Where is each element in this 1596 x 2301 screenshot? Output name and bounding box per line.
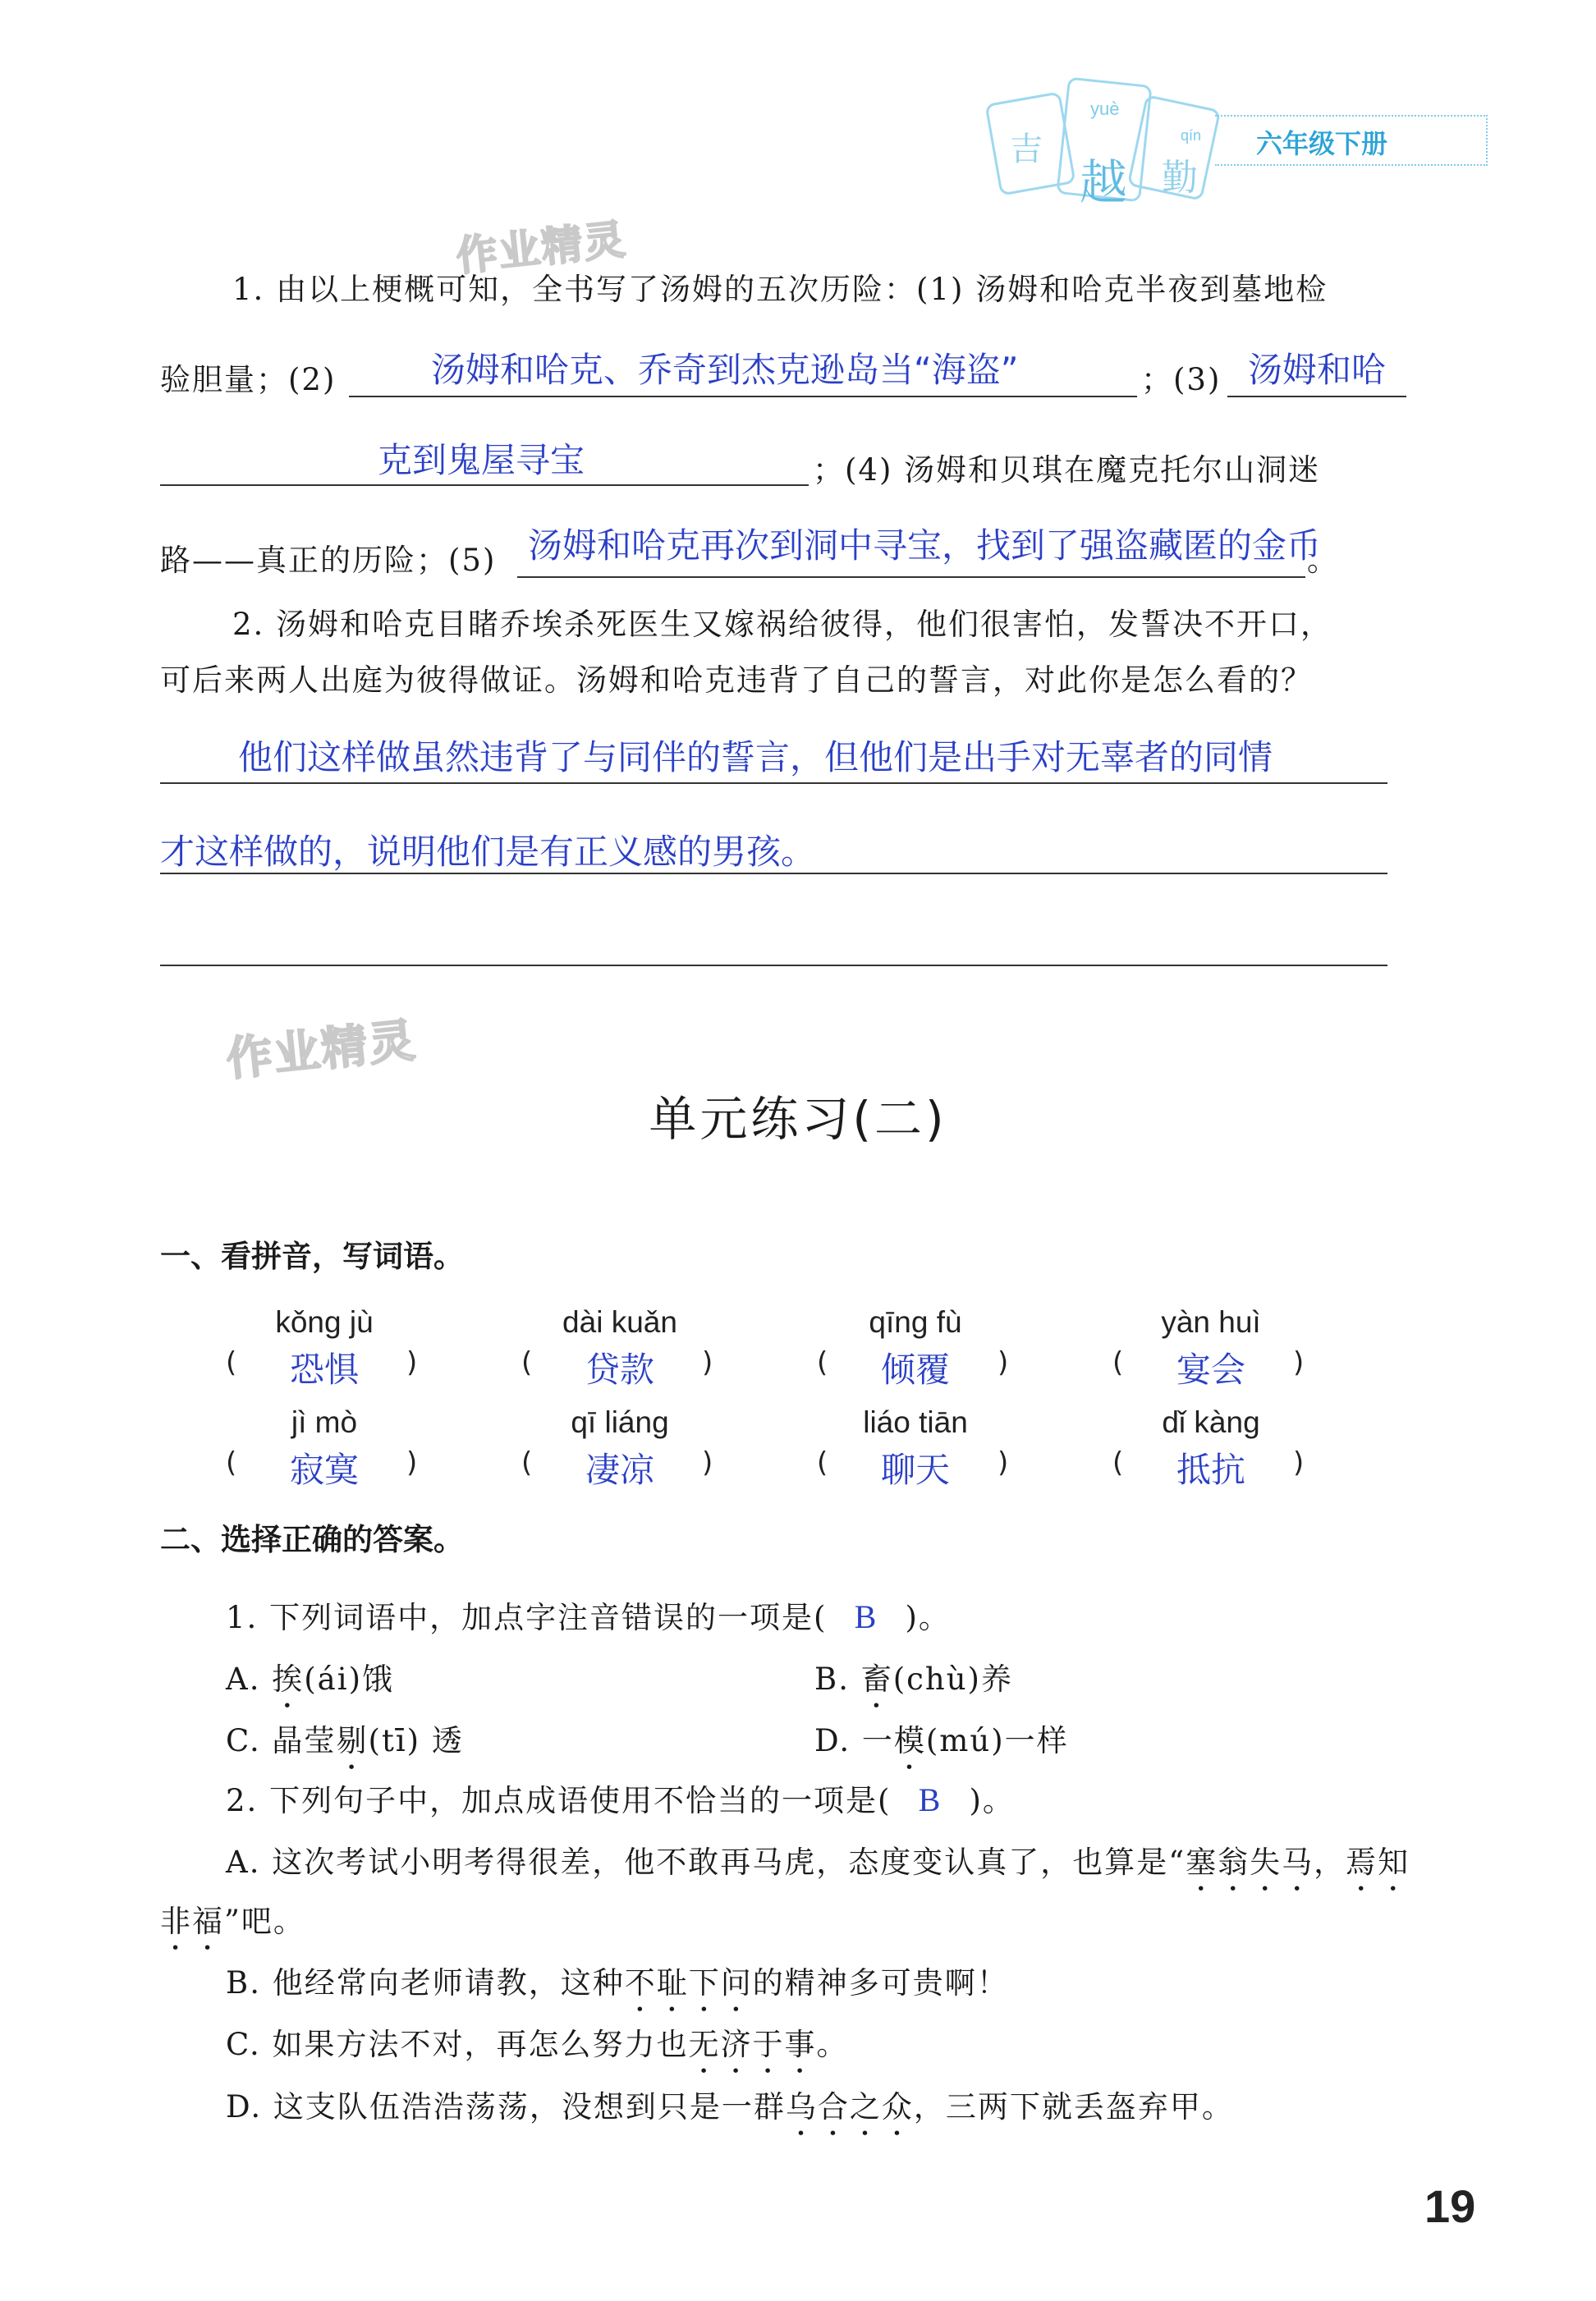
option-text: (chù)养 xyxy=(892,1662,1013,1697)
q2-answer1: 他们这样做虽然违背了与同伴的誓言，但他们是出手对无辜者的同情 xyxy=(238,737,1273,777)
stem-text: 2. 下列句子中，加点成语使用不恰当的一项是( xyxy=(226,1783,892,1818)
dotted-idiom: 非福 xyxy=(160,1904,224,1939)
grade-badge xyxy=(1215,115,1488,166)
paren-open: ( xyxy=(226,1346,237,1379)
answer-line xyxy=(1227,396,1406,397)
paren-open: ( xyxy=(1112,1346,1124,1379)
option-text: ”吧。 xyxy=(224,1904,305,1939)
logo-letter-1: 吉 xyxy=(1010,131,1043,167)
dotted-char: 挨 xyxy=(272,1662,305,1697)
dotted-idiom: 不耻下问 xyxy=(624,1965,753,2001)
paren-close: ) xyxy=(702,1446,713,1479)
section1-title: 一、看拼音，写词语。 xyxy=(160,1239,464,1274)
answer-line xyxy=(160,873,1387,874)
paren-open: ( xyxy=(521,1346,533,1379)
choice-q2-stem xyxy=(226,1776,1015,1820)
paren-close: ) xyxy=(702,1346,713,1379)
q2-line1: 2. 汤姆和哈克目睹乔埃杀死医生又嫁祸给彼得，他们很害怕，发誓决不开口， xyxy=(232,607,1333,642)
pinyin: dài kuǎn xyxy=(562,1305,677,1339)
pinyin: kǒng jù xyxy=(275,1305,374,1339)
q1-prefix5: 路——真正的历险；(5) xyxy=(160,543,497,578)
pinyin: yàn huì xyxy=(1161,1305,1261,1339)
paren-close: ) xyxy=(406,1346,418,1379)
option-B xyxy=(814,1654,1013,1715)
option-text: D. 一 xyxy=(814,1723,894,1758)
logo-pinyin-2: qín xyxy=(1181,127,1202,144)
option-A-cont xyxy=(160,1896,305,1957)
q1-mid3: ；(3) xyxy=(1141,362,1222,397)
pinyin: jì mò xyxy=(291,1405,358,1439)
watermark: 作业精灵 xyxy=(453,215,629,281)
grade-badge-label: 六年级下册 xyxy=(1256,128,1388,159)
word-answer: 寂寞 xyxy=(289,1450,359,1490)
q1-suffix4: ；(4) 汤姆和贝琪在魔克托尔山洞迷 xyxy=(813,452,1321,488)
dotted-char: 剔 xyxy=(336,1723,369,1758)
dotted-char: 畜 xyxy=(860,1662,893,1697)
answer-line xyxy=(160,965,1387,966)
word-answer: 聊天 xyxy=(880,1450,950,1490)
answer-2: 汤姆和哈克、乔奇到杰克逊岛当“海盗” xyxy=(431,350,1019,390)
option-text: C. 如果方法不对，再怎么努力也 xyxy=(226,2027,689,2062)
pinyin: qīng fù xyxy=(869,1305,962,1339)
pinyin: dǐ kàng xyxy=(1162,1405,1260,1439)
paren-close: ) xyxy=(998,1446,1009,1479)
word-answer: 倾覆 xyxy=(880,1350,950,1390)
pinyin: liáo tiān xyxy=(863,1405,968,1439)
option-text: (mú)一样 xyxy=(925,1723,1069,1758)
q1-line1: 1. 由以上梗概可知，全书写了汤姆的五次历险：(1) 汤姆和哈克半夜到墓地检 xyxy=(232,272,1328,307)
answer-line xyxy=(160,484,809,486)
option-text: A. xyxy=(226,1662,273,1697)
paren-open: ( xyxy=(817,1346,828,1379)
paren-close: ) xyxy=(1293,1446,1305,1479)
pinyin: qī liáng xyxy=(571,1405,669,1439)
answer-line xyxy=(517,576,1305,578)
word-answer: 宴会 xyxy=(1176,1350,1245,1390)
paren-open: ( xyxy=(226,1446,237,1479)
answer-letter: B xyxy=(854,1598,878,1635)
logo-letter-2: 越 xyxy=(1080,156,1128,209)
answer-5: 汤姆和哈克再次到洞中寻宝，找到了强盗藏匿的金币 xyxy=(528,525,1322,566)
paren-open: ( xyxy=(521,1446,533,1479)
option-text: 的精神多可贵啊！ xyxy=(752,1965,1009,2001)
logo-pinyin-1: yuè xyxy=(1090,99,1120,119)
option-text: B. xyxy=(814,1662,861,1697)
option-D xyxy=(814,1716,1069,1776)
answer-line xyxy=(349,396,1137,397)
choice-q1-stem xyxy=(226,1593,951,1637)
option-text: (ái)饿 xyxy=(304,1662,395,1697)
word-answer: 恐惧 xyxy=(289,1350,359,1390)
page-number: 19 xyxy=(1424,2180,1476,2232)
option-A xyxy=(226,1837,1410,1898)
option-text: B. 他经常向老师请教，这种 xyxy=(226,1965,625,2001)
q1-end5: 。 xyxy=(1307,543,1339,578)
paren-open: ( xyxy=(1112,1446,1124,1479)
word-answer: 抵抗 xyxy=(1176,1450,1245,1490)
stem-text: )。 xyxy=(969,1783,1015,1818)
option-text: 。 xyxy=(816,2027,849,2062)
answer-3b: 克到鬼屋寻宝 xyxy=(378,440,585,480)
answer-letter: B xyxy=(918,1781,942,1818)
option-text: (tī) 透 xyxy=(368,1723,464,1758)
watermark: 作业精灵 xyxy=(223,1014,420,1087)
unit-title: 单元练习(二) xyxy=(649,1091,947,1147)
q2-answer2: 才这样做的，说明他们是有正义感的男孩。 xyxy=(160,832,816,872)
word-answer: 凄凉 xyxy=(585,1450,654,1490)
option-C xyxy=(226,1716,464,1776)
answer-3a: 汤姆和哈 xyxy=(1248,350,1387,390)
answer-line xyxy=(160,782,1387,784)
dotted-idiom: 乌合之众 xyxy=(785,2089,914,2125)
stem-text: )。 xyxy=(905,1600,951,1635)
paren-close: ) xyxy=(406,1446,418,1479)
option-text: D. 这支队伍浩浩荡荡，没想到只是一群 xyxy=(226,2089,786,2125)
dotted-idiom: 无济于事 xyxy=(688,2027,817,2062)
q2-line2: 可后来两人出庭为彼得做证。汤姆和哈克违背了自己的誓言，对此你是怎么看的？ xyxy=(160,662,1313,698)
dotted-char: 模 xyxy=(893,1723,926,1758)
section2-title: 二、选择正确的答案。 xyxy=(160,1522,464,1557)
option-text: C. 晶莹 xyxy=(226,1723,337,1758)
stem-text: 1. 下列词语中，加点字注音错误的一项是( xyxy=(226,1600,828,1635)
option-D xyxy=(226,2082,1234,2143)
dotted-idiom: 塞翁失马，焉知 xyxy=(1186,1845,1410,1880)
paren-close: ) xyxy=(998,1346,1009,1379)
word-answer: 贷款 xyxy=(585,1350,654,1390)
paren-open: ( xyxy=(817,1446,828,1479)
logo-letter-3: 勤 xyxy=(1162,158,1198,198)
option-A xyxy=(226,1654,394,1715)
option-text: A. 这次考试小明考得很差，他不敢再马虎，态度变认真了，也算是“ xyxy=(226,1845,1186,1880)
q1-prefix2: 验胆量；(2) xyxy=(160,362,337,397)
option-C xyxy=(226,2019,849,2080)
option-text: ，三两下就丢盔弃甲。 xyxy=(913,2089,1234,2125)
option-B xyxy=(226,1958,1009,2019)
paren-close: ) xyxy=(1293,1346,1305,1379)
header-logo xyxy=(985,66,1231,230)
